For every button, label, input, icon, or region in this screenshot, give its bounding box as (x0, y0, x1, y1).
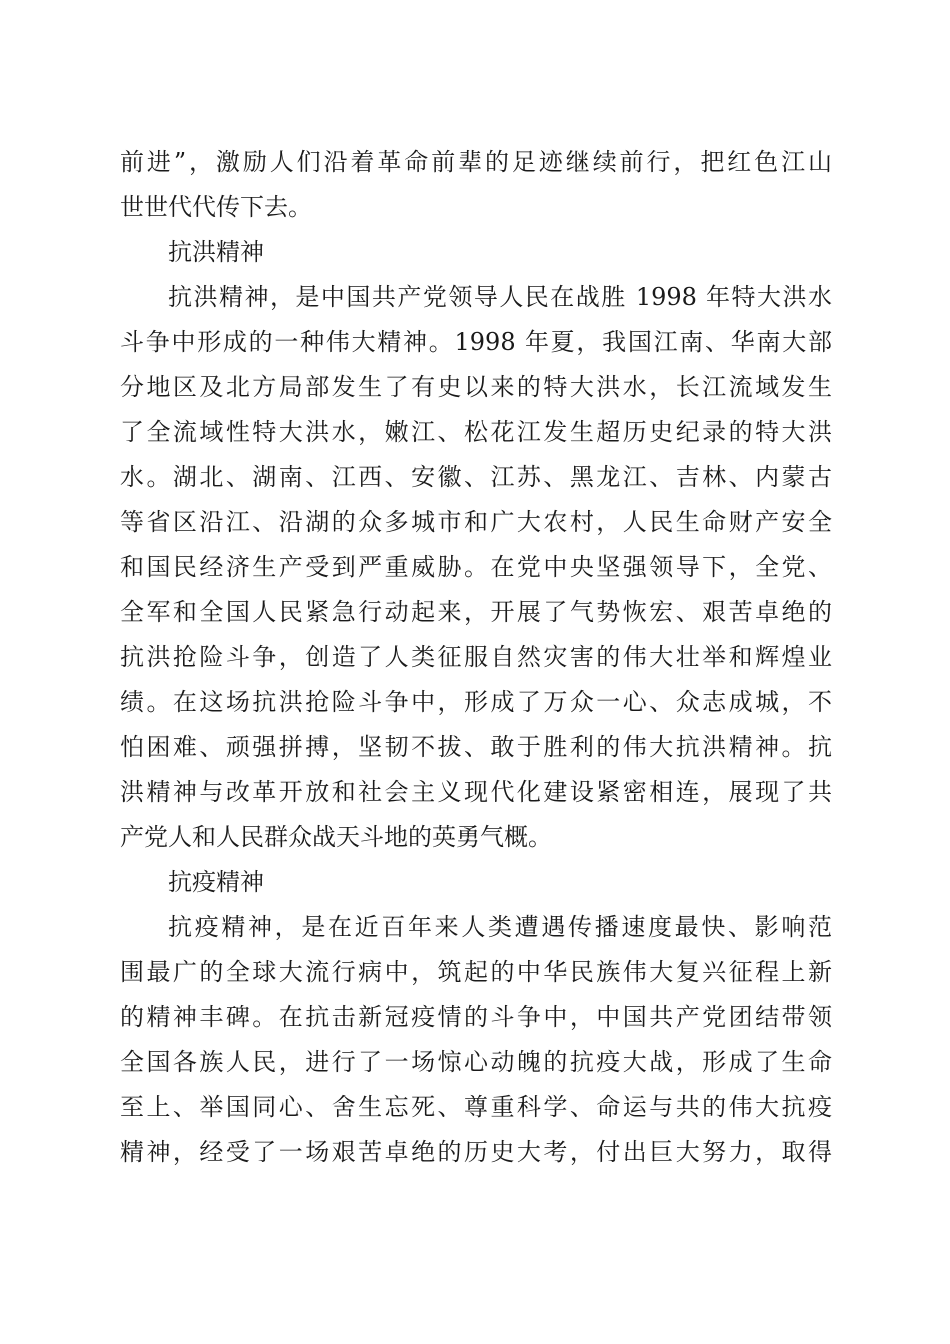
text-line: 分地区及北方局部发生了有史以来的特大洪水，长江流域发生 (120, 373, 832, 401)
text-line: 抗洪抢险斗争，创造了人类征服自然灾害的伟大壮举和辉煌业 (120, 643, 832, 671)
text-line: 和国民经济生产受到严重威胁。在党中央坚强领导下，全党、 (120, 553, 832, 581)
text-line: 抗洪精神，是中国共产党领导人民在战胜 1998 年特大洪水 (168, 283, 832, 311)
text-line: 精神，经受了一场艰苦卓绝的历史大考，付出巨大努力，取得 (120, 1138, 832, 1166)
text-line: 全军和全国人民紧急行动起来，开展了气势恢宏、艰苦卓绝的 (120, 598, 832, 626)
text-line: 全国各族人民，进行了一场惊心动魄的抗疫大战，形成了生命 (120, 1048, 832, 1076)
text-line: 等省区沿江、沿湖的众多城市和广大农村，人民生命财产安全 (120, 508, 832, 536)
section-heading-epidemic-spirit: 抗疫精神 (168, 868, 264, 896)
section-heading-flood-spirit: 抗洪精神 (168, 238, 264, 266)
text-line: 斗争中形成的一种伟大精神。1998 年夏，我国江南、华南大部 (120, 328, 832, 356)
text-line: 抗疫精神，是在近百年来人类遭遇传播速度最快、影响范 (168, 913, 832, 941)
text-line: 洪精神与改革开放和社会主义现代化建设紧密相连，展现了共 (120, 778, 832, 806)
text-line: 怕困难、顽强拼搏，坚韧不拔、敢于胜利的伟大抗洪精神。抗 (120, 733, 832, 761)
text-line: 围最广的全球大流行病中，筑起的中华民族伟大复兴征程上新 (120, 958, 832, 986)
document-body (120, 140, 832, 1175)
text-line: 至上、举国同心、舍生忘死、尊重科学、命运与共的伟大抗疫 (120, 1093, 832, 1121)
text-line: 了全流域性特大洪水，嫩江、松花江发生超历史纪录的特大洪 (120, 418, 832, 446)
text-line: 前进”，激励人们沿着革命前辈的足迹继续前行，把红色江山 (120, 148, 832, 176)
text-line: 产党人和人民群众战天斗地的英勇气概。 (120, 823, 552, 851)
text-line: 世世代代传下去。 (120, 193, 312, 221)
text-line: 的精神丰碑。在抗击新冠疫情的斗争中，中国共产党团结带领 (120, 1003, 832, 1031)
text-line: 绩。在这场抗洪抢险斗争中，形成了万众一心、众志成城，不 (120, 688, 832, 716)
text-line: 水。湖北、湖南、江西、安徽、江苏、黑龙江、吉林、内蒙古 (120, 463, 832, 491)
